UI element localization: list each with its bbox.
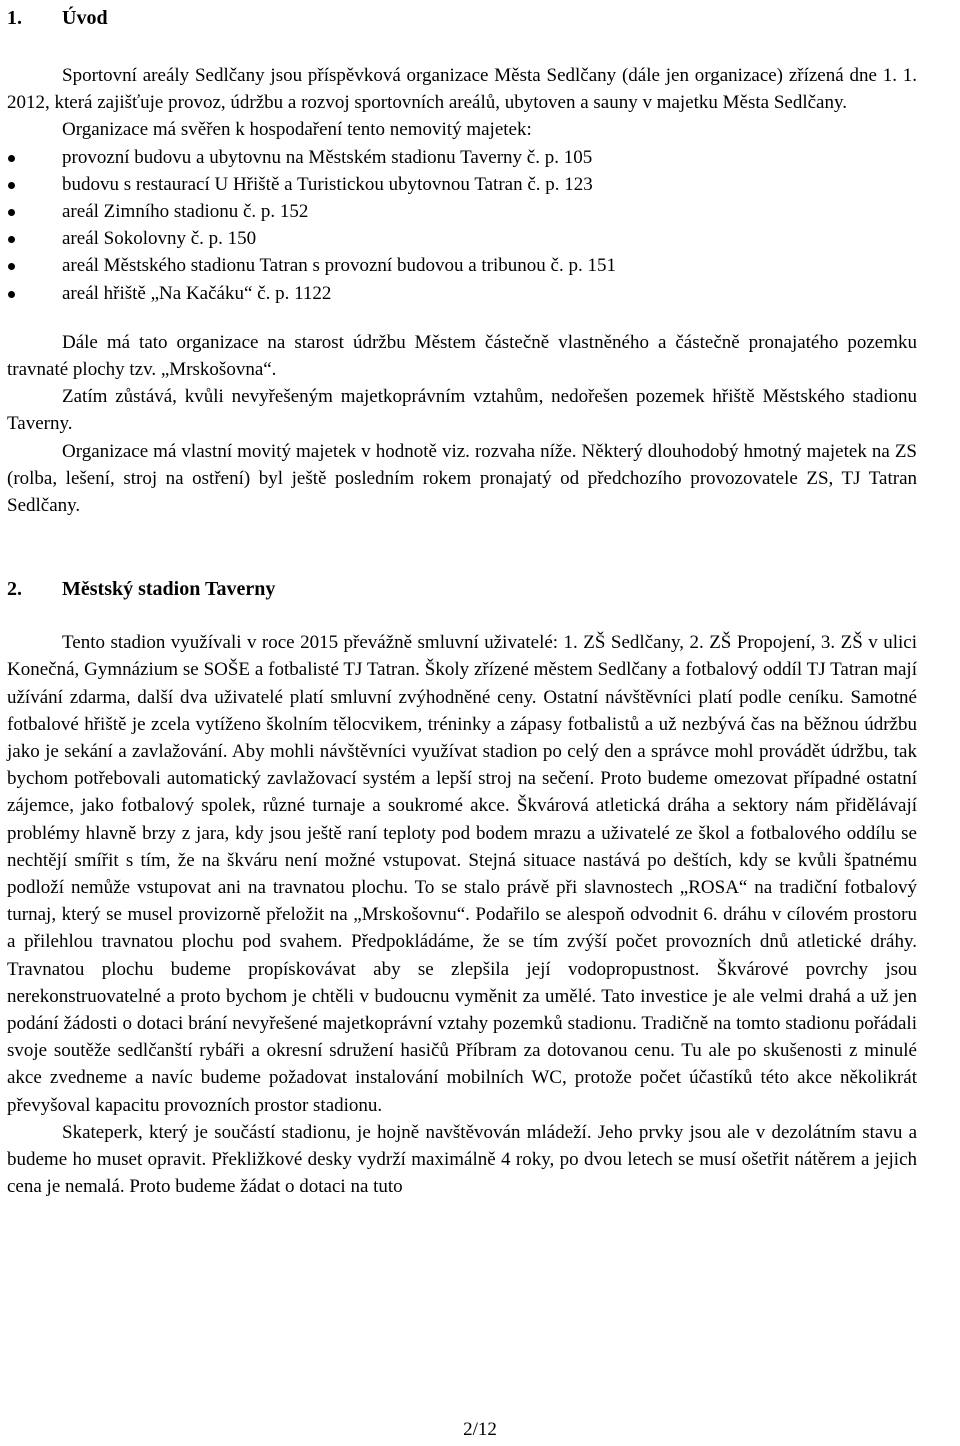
bullet-icon	[8, 291, 15, 298]
bullet-icon	[8, 236, 15, 243]
stadium-paragraph: Tento stadion využívali v roce 2015 převážně smluvní uživatelé: 1. ZŠ Sedlčany, 2. ZŠ Propojení, 3. ZŠ v ulici Konečná, Gymnázium se SOŠE a fotbalisté TJ Tatran. Školy zřízené městem Sedlčany a fotbalový oddíl TJ Tatran mají užívání zdarma, další dva uživatelé platí smluvní zvýhodněné ceny. Ostatní návštěvníci platí podle ceníku. Samotné fotbalové hřiště je zcela vytíženo školním tělocvikem, tréninky a zápasy fotbalistů a už nezbývá čas na běžnou údržbu jako je sekání a zavlažování. Aby mohli návštěvníci využívat stadion po celý den a správce mohl provádět údržbu, tak bychom potřebovali automatický zavlažovací systém a lepší stroj na sečení. Proto budeme omezovat případné ostatní zájemce, jako fotbalový spolek, různé turnaje a soukromé akce. Škvárová atletická dráha a sektory nám přidělávají problémy hlavně brzy z jara, kdy jsou ještě raní teploty pod bodem mrazu a uživatelé ze škol a fotbalového oddílu se nechtějí smířit s tím, že na škváru není možné vstupovat. Stejná situace nastává po deštích, kdy se kvůli špatnému podloží nemůže vstupovat ani na travnatou plochu. To se stalo právě při slavnostech „ROSA“ na tradiční fotbalový turnaj, který se musel provizorně přeložit na „Mrskošovnu“. Podařilo se alespoň odvodnit 6. dráhu v cílovém prostoru a přilehlou travnatou plochu pod svahem. Předpokládáme, že se tím zvýší počet provozních dnů atletické dráhy. Travnatou plochu budeme propískovávat aby se zlepšila její vodopropustnost. Škvárové povrchy jsou nerekonstruovatelné a proto bychom je chtěli v budoucnu vyměnit za umělé. Tato investice je ale velmi drahá a už jen podání žádosti o dotaci brání nevyřešené majetkoprávní vztahy pozemků stadionu. Tradičně na tomto stadionu pořádali svoje soutěže sedlčanští rybáři a okresní sdružení hasičů Příbram za dotovanou cenu. Tu ale po skušenosti z minulé akce zvedneme a navíc budeme požadovat instalování mobilních WC, protože počet účastíků této akce několikrát převyšoval kapacitu provozních prostor stadionu.	[7, 632, 917, 1116]
page-number: 2/12	[463, 1419, 497, 1440]
asset-item	[7, 144, 917, 171]
intro-paragraph: Sportovní areály Sedlčany jsou příspěvková organizace Města Sedlčany (dále jen organizace) zřízená dne 1. 1. 2012, která zajišťuje provoz, údržbu a rozvoj sportovních areálů, ubytoven a sauny v majetku Města Sedlčany.	[7, 65, 917, 114]
maintenance-paragraph: Dále má tato organizace na starost údržbu Městem částečně vlastněného a částečně pronajatého pozemku travnaté plochy tzv. „Mrskošovna“.	[7, 331, 917, 380]
bullet-icon	[8, 209, 15, 216]
section-2-title: Městský stadion Taverny	[62, 578, 276, 601]
asset-item-text: areál hřiště „Na Kačáku“ č. p. 1122	[62, 282, 332, 304]
assets-lead: Organizace má svěřen k hospodaření tento nemovitý majetek:	[62, 119, 532, 141]
section-1-title: Úvod	[62, 7, 108, 29]
asset-item-text: areál Sokolovny č. p. 150	[62, 228, 257, 250]
asset-item	[7, 198, 917, 225]
section-1-number: 1.	[7, 7, 22, 29]
skatepark-paragraph: Skateperk, který je součástí stadionu, je hojně navštěvován mládeží. Jeho prvky jsou ale v dezolátním stavu a budeme ho muset opravit. Překližkové desky vydrží maximálně 4 roky, po dvou letech se musí ošetřit nátěrem a jejich cena je nemalá. Proto budeme žádat o dotaci na tuto	[7, 1121, 917, 1198]
movable-assets-paragraph: Organizace má vlastní movitý majetek v hodnotě viz. rozvaha níže. Některý dlouhodobý hmotný majetek na ZS (rolba, lešení, stroj na ostření) byl ještě posledním rokem pronajatý od předchozího provozovatele ZS, TJ Tatran Sedlčany.	[7, 440, 917, 516]
unresolved-paragraph: Zatím zůstává, kvůli nevyřešeným majetkoprávním vztahům, nedořešen pozemek hřiště Městského stadionu Taverny.	[7, 386, 917, 435]
spacer	[7, 519, 917, 575]
asset-item-text: provozní budovu a ubytovnu na Městském stadionu Taverny č. p. 105	[62, 146, 593, 168]
document-page	[7, 4, 917, 1200]
section-1-heading	[7, 4, 917, 32]
bullet-icon	[8, 263, 15, 270]
asset-item	[7, 252, 917, 279]
assets-list	[7, 144, 917, 307]
asset-item	[7, 225, 917, 252]
asset-item-text: budovu s restaurací U Hřiště a Turistickou ubytovnou Tatran č. p. 123	[62, 173, 593, 195]
bullet-icon	[8, 155, 15, 162]
asset-item	[7, 171, 917, 198]
section-2-heading	[7, 575, 917, 603]
bullet-icon	[8, 182, 15, 189]
asset-item-text: areál Městského stadionu Tatran s provozní budovou a tribunou č. p. 151	[62, 255, 616, 277]
asset-item-text: areál Zimního stadionu č. p. 152	[62, 200, 309, 222]
section-2-number: 2.	[7, 578, 22, 601]
asset-item	[7, 280, 917, 307]
spacer	[7, 307, 917, 329]
